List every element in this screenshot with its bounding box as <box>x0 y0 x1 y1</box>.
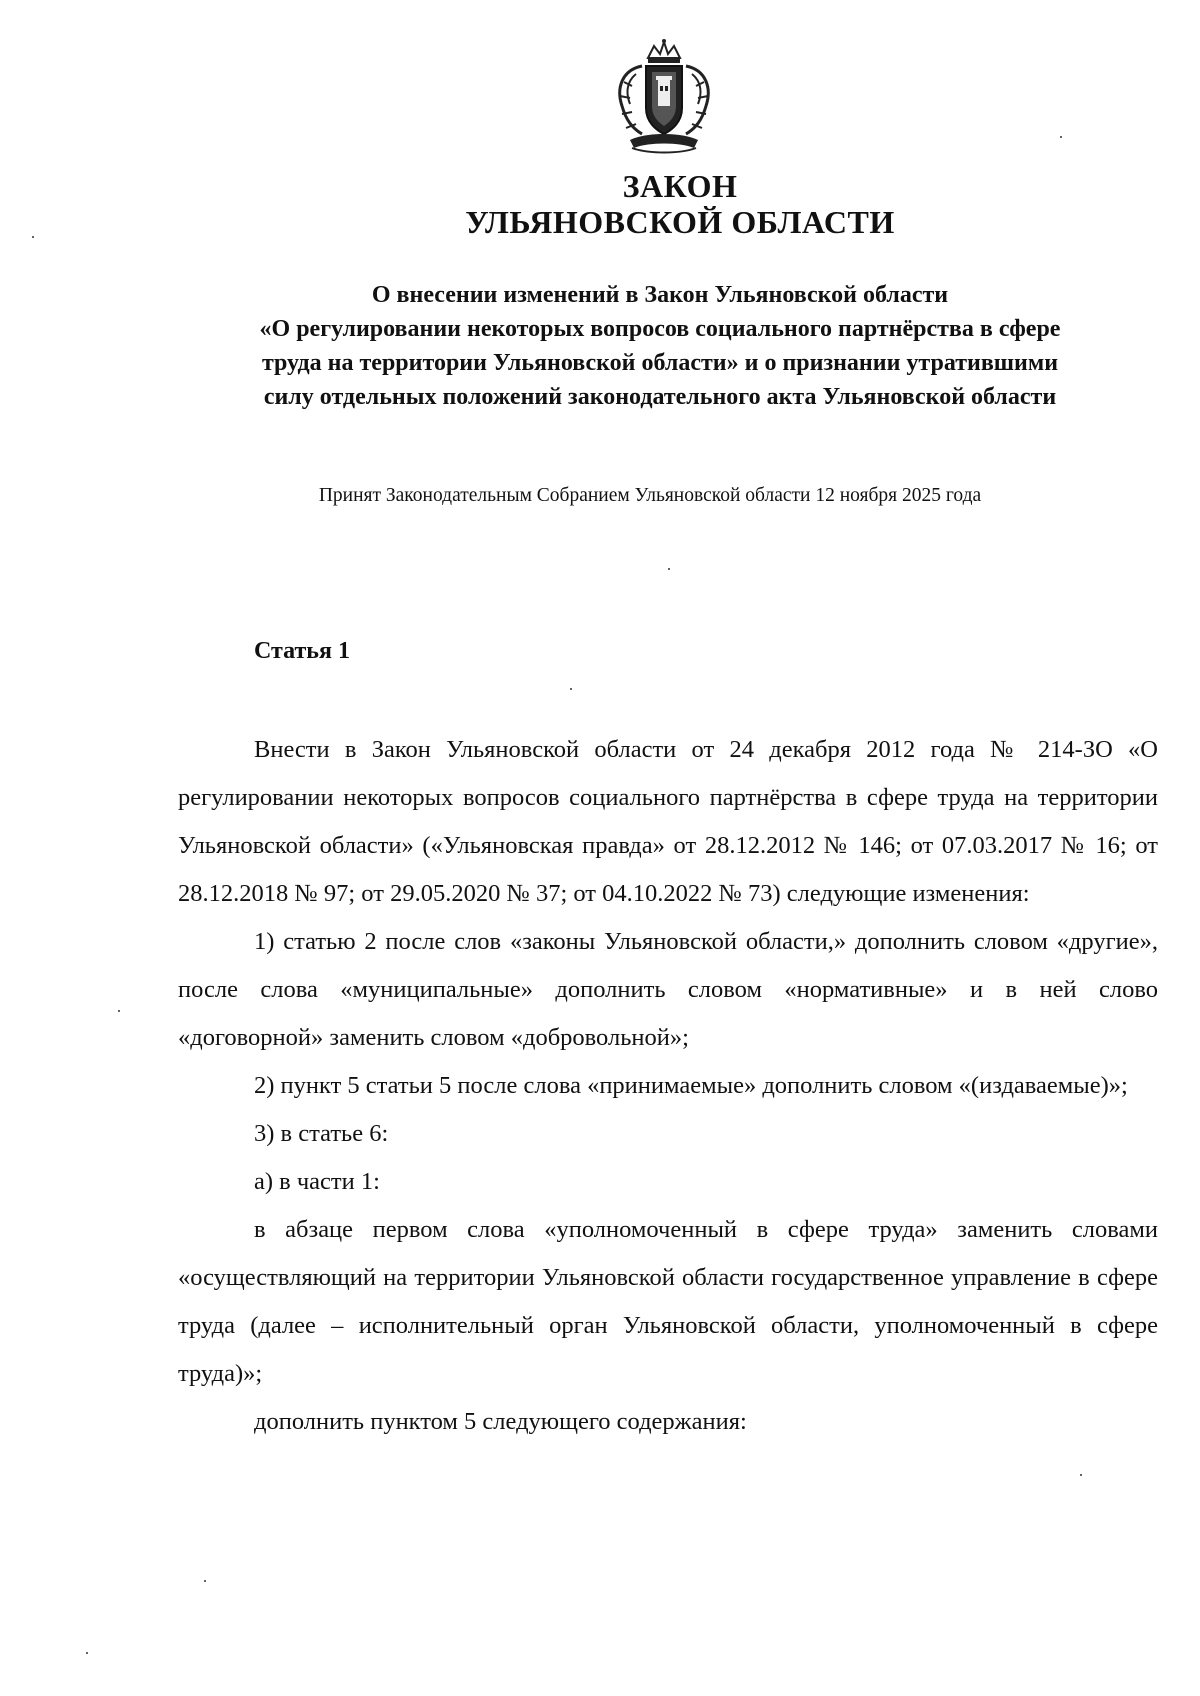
scan-speck <box>32 236 34 238</box>
article-body <box>178 726 1158 1446</box>
law-title <box>300 168 1060 240</box>
law-subject <box>160 278 1160 414</box>
article-paragraph: дополнить пунктом 5 следующего содержания: <box>254 1408 747 1435</box>
article-paragraph: а) в части 1: <box>254 1168 380 1195</box>
article-paragraph: Внести в Закон Ульяновской области от 24 декабря 2012 года № 214-ЗО «О регулировании некоторых вопросов социального партнёрства в сфере труда на территории Ульяновской области» («Ульяновская правда» от 28.12.2012 № 146; от 07.03.2017 № 16; от 28.12.2018 № 97; от 29.05.2020 № 37; от 04.10.2022 № 73) следующие изменения: <box>178 736 1158 907</box>
scan-speck <box>1060 136 1062 138</box>
scan-speck <box>668 568 670 570</box>
law-title-line1: ЗАКОН <box>622 168 738 204</box>
coat-of-arms-icon <box>602 36 726 160</box>
scan-speck <box>118 1010 120 1012</box>
article-paragraph: 2) пункт 5 статьи 5 после слова «принимаемые» дополнить словом «(издаваемые)»; <box>254 1072 1128 1099</box>
article-paragraph: 1) статью 2 после слов «законы Ульяновской области,» дополнить словом «другие», после слова «муниципальные» дополнить словом «нормативные» и в ней слово «договорной» заменить словом «добровольной»; <box>178 928 1158 1051</box>
scan-speck <box>204 1580 206 1582</box>
adoption-note: Принят Законодательным Собранием Ульяновской области 12 ноября 2025 года <box>318 485 982 506</box>
scan-speck <box>86 1652 88 1654</box>
article-paragraph: в абзаце первом слова «уполномоченный в сфере труда» заменить словами «осуществляющий на территории Ульяновской области государственное управление в сфере труда (далее – исполнительный орган Ульяновской области, уполномоченный в сфере труда)»; <box>178 1216 1158 1387</box>
law-subject-line3: труда на территории Ульяновской области» и о признании утратившими <box>261 350 1059 376</box>
article-title: Статья 1 <box>254 638 350 664</box>
article-paragraph: 3) в статье 6: <box>254 1120 389 1147</box>
law-subject-line2: «О регулировании некоторых вопросов социального партнёрства в сфере <box>259 316 1061 342</box>
law-title-line2: УЛЬЯНОВСКОЙ ОБЛАСТИ <box>465 204 895 240</box>
scan-speck <box>1080 1474 1082 1476</box>
law-subject-line4: силу отдельных положений законодательного акта Ульяновской области <box>263 384 1057 410</box>
scan-speck <box>570 688 572 690</box>
law-subject-line1: О внесении изменений в Закон Ульяновской области <box>371 282 949 308</box>
